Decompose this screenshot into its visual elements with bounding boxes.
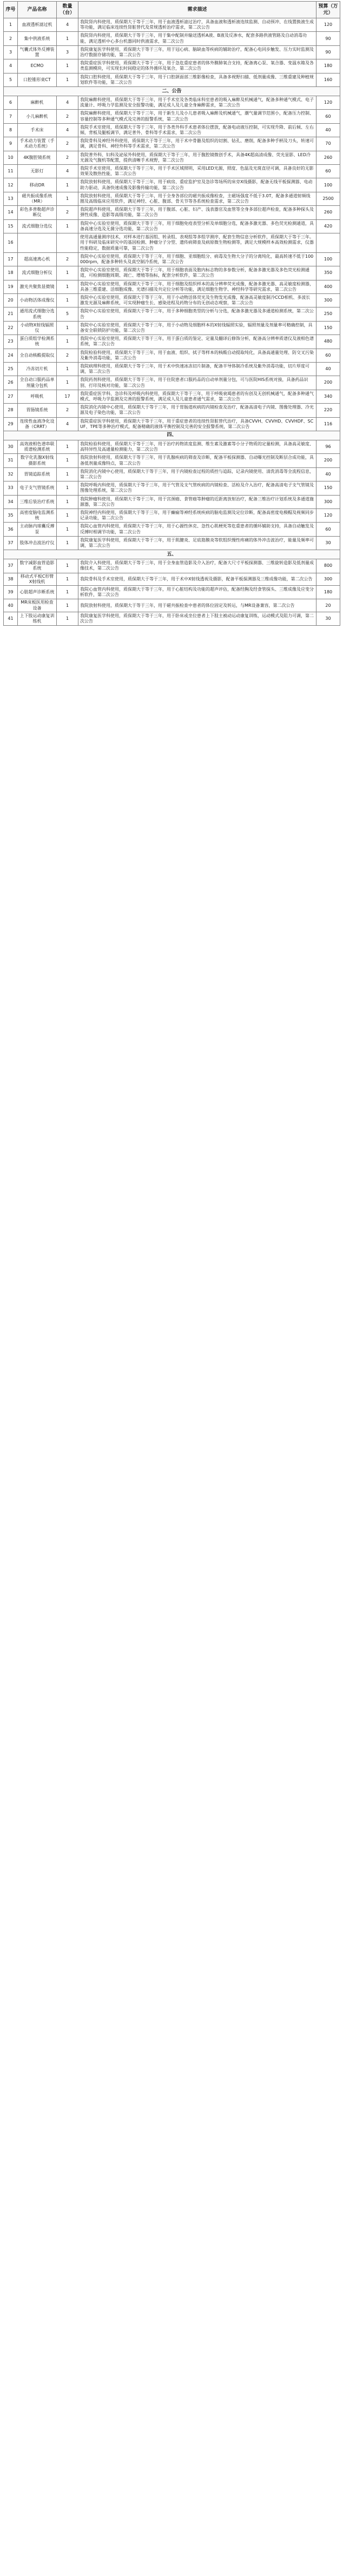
row-index: 35 — [4, 509, 18, 523]
table-row — [4, 233, 340, 253]
table-row — [4, 376, 340, 390]
row-budget: 40 — [316, 467, 340, 481]
table-row — [4, 321, 340, 334]
row-budget — [316, 233, 340, 253]
row-index: 33 — [4, 481, 18, 495]
table-row — [4, 559, 340, 573]
row-description: 我院神经内科使用，质保期大于等于三年，用于癫痫等神经系统疾病的脑电监测及定位诊断，配备高密度电极帽及视频同步记录功能，第二次公告 — [78, 509, 316, 523]
row-description: 我院手术室使用，质保期大于等于三年，用于手术区域照明，采用LED光源，照度、色温及光斑直径可调，具备良好的无影效果及散热性能，第二次公告 — [78, 165, 316, 178]
row-description: 我院中心实验室使用，质保期大于等于三年，用于蛋白质的鉴定、定量及翻译后修饰分析，配备高分辨率质谱仪及液相色谱系统，第二次公告 — [78, 335, 316, 349]
row-quantity: 1 — [57, 192, 78, 205]
row-quantity: 4 — [57, 417, 78, 431]
table-header-row — [4, 2, 340, 18]
table-row — [4, 110, 340, 123]
row-budget: 300 — [316, 495, 340, 508]
row-description: 我院消化内镜中心使用，质保期大于等于三年，用于内镜检查过程的质控与追踪，记录内镜使用、清洗消毒等全流程信息，第二次公告 — [78, 467, 316, 481]
row-index: 12 — [4, 178, 18, 192]
row-index: 23 — [4, 335, 18, 349]
table-row — [4, 45, 340, 59]
row-quantity — [57, 233, 78, 253]
row-index: 14 — [4, 206, 18, 219]
row-quantity: 5 — [57, 307, 78, 321]
row-budget: 300 — [316, 573, 340, 585]
table-row — [4, 390, 340, 403]
row-description: 我院放射科使用，质保期大于等于三年，用于全身各部位的磁共振成像检查，主磁场强度不低于3.0T，配备多通道射频线圈及高级临床应用软件，满足神经、心脏、腹部、骨关节等各系统检查需求，第二次公告 — [78, 192, 316, 205]
row-product-name: 气囊式体外反搏装置 — [18, 45, 57, 59]
procurement-table — [3, 1, 340, 626]
row-product-name: 三维后装治疗系统 — [18, 495, 57, 508]
row-quantity: 1 — [57, 440, 78, 453]
row-description: 我院康复医学科使用，质保期大于等于三年，用于冠心病、脑缺血等疾病的辅助治疗，配备心电同步触发、压力实时监测及治疗数据存储功能，第二次公告 — [78, 45, 316, 59]
row-quantity: 4 — [57, 123, 78, 137]
table-row — [4, 536, 340, 550]
row-index: 30 — [4, 440, 18, 453]
row-budget: 220 — [316, 404, 340, 417]
row-quantity: 1 — [57, 32, 78, 45]
header-index: 序号 — [4, 2, 18, 18]
row-index: 6 — [4, 96, 18, 110]
row-description: 我院肾内科使用，质保期大于等于三年，用于集中配制并输送透析A液、B液及反渗水，配套多路供液管路及自动消毒功能，满足透析中心多台机器同时供液需求，第二次公告 — [78, 32, 316, 45]
row-product-name: 小儿麻醉机 — [18, 110, 57, 123]
row-quantity: 1 — [57, 219, 78, 233]
row-index: 5 — [4, 73, 18, 86]
row-budget: 800 — [316, 559, 340, 573]
table-row — [4, 96, 340, 110]
table-row — [4, 349, 340, 362]
row-quantity: 1 — [57, 178, 78, 192]
row-budget: 420 — [316, 219, 340, 233]
row-description: 我院超声科使用，质保期大于等于三年，用于腹部、心脏、妇产、浅表器官及血管等全身多部位超声检查，配备多种探头及弹性成像、造影等高级功能，第二次公告 — [78, 206, 316, 219]
row-quantity: 1 — [57, 467, 78, 481]
section-title: 二、公告 — [4, 87, 340, 96]
row-product-name: 手术动力装置（手术动力系统） — [18, 137, 57, 151]
row-quantity: 4 — [57, 96, 78, 110]
table-row — [4, 573, 340, 585]
table-row — [4, 417, 340, 431]
row-product-name: 胃镜追踪系统 — [18, 467, 57, 481]
row-product-name: 磁共振成像系统（MR） — [18, 192, 57, 205]
table-row — [4, 481, 340, 495]
row-quantity: 4 — [57, 18, 78, 32]
row-description: 我院心血管内科使用，质保期大于等于三年，用于心源性休克、急性心肌梗死等危重患者的循环辅助支持，具备自动触发及反搏时相调节功能，第二次公告 — [78, 523, 316, 536]
row-description: 我院呼吸内科使用，质保期大于等于三年，用于气管及支气管疾病的内镜检查、活检及介入治疗，配备高清电子支气管镜及图像处理系统，第二次公告 — [78, 481, 316, 495]
row-description: 我院中心实验室使用，质保期大于等于三年，用于小动物及细胞样本的X射线辐照实验，辐照剂量及剂量率可精确控制，具备安全联锁防护功能，第二次公告 — [78, 321, 316, 334]
section-row — [4, 550, 340, 559]
row-index: 13 — [4, 192, 18, 205]
row-index: 25 — [4, 362, 18, 376]
table-row — [4, 612, 340, 625]
row-product-name: 心脏超声诊断系统 — [18, 586, 57, 599]
row-quantity: 1 — [57, 321, 78, 334]
row-description: 我院麻醉科使用，质保期大于等于三年，用于手术室及各类临床科室患者的吸入麻醉及机械通气，配备多种通气模式、电子流量计、呼吸力学监测及安全报警功能，满足成人及儿童全身麻醉需求，第二次公告 — [78, 96, 316, 110]
row-budget: 60 — [316, 110, 340, 123]
row-index: 37 — [4, 536, 18, 550]
row-index: 24 — [4, 349, 18, 362]
row-index: 15 — [4, 219, 18, 233]
row-index: 28 — [4, 404, 18, 417]
row-quantity: 1 — [57, 586, 78, 599]
row-index: 20 — [4, 293, 18, 307]
row-product-name: 无影灯 — [18, 165, 57, 178]
row-budget: 300 — [316, 293, 340, 307]
row-product-name: 高密度脑电监测系统 — [18, 509, 57, 523]
row-index: 7 — [4, 110, 18, 123]
table-row — [4, 586, 340, 599]
row-quantity: 2 — [57, 137, 78, 151]
row-description: 我院肾内科使用，质保期大于等于三年，用于血液透析滤过治疗，具备血液和透析液连续监测、自动预冲、在线置换液生成等功能，满足临床连续性肾脏替代及常规透析治疗需求，第二次公告 — [78, 18, 316, 32]
row-description: 我院康复医学科使用，质保期大于等于三年，用于肌腱炎、足底筋膜炎等软组织慢性疼痛的体外冲击波治疗，能量及频率可调，第二次公告 — [78, 536, 316, 550]
table-row — [4, 454, 340, 467]
section-title: 五、 — [4, 550, 340, 559]
row-quantity: 1 — [57, 559, 78, 573]
section-title: 四、 — [4, 431, 340, 440]
row-product-name: 口腔锥形束CT — [18, 73, 57, 86]
row-budget: 340 — [316, 390, 340, 403]
row-index: 21 — [4, 307, 18, 321]
table-row — [4, 59, 340, 73]
row-budget: 30 — [316, 536, 340, 550]
row-quantity: 1 — [57, 266, 78, 280]
row-budget: 90 — [316, 45, 340, 59]
row-index: 29 — [4, 417, 18, 431]
table-row — [4, 165, 340, 178]
header-quantity: 数量（台） — [57, 2, 78, 18]
table-row — [4, 206, 340, 219]
row-description: 我院重症医学科使用，质保期大于等于三年，用于急危重症患者的体外膜肺氧合支持，配备离心泵、氧合器、变温水箱及各类监测模块，可实现长时间稳定的体外循环及氧合，第二次公告 — [78, 59, 316, 73]
row-description: 我院口腔科使用，质保期大于等于三年，用于口腔颌面部三维影像检查，具备多视野扫描、低剂量成像、三维重建及种植规划软件等功能，第二次公告 — [78, 73, 316, 86]
row-description: 我院药剂科使用，质保期大于等于三年，用于住院患者口服药品的自动单剂量分包，可与医院HIS系统对接，具备药品识别、打印及核对功能，第二次公告 — [78, 376, 316, 390]
row-index: 9 — [4, 137, 18, 151]
row-budget: 160 — [316, 73, 340, 86]
row-index: 31 — [4, 454, 18, 467]
table-row — [4, 335, 340, 349]
row-description: 我院康复医学科使用，质保期大于等于三年，用于卧床或坐位患者上下肢主被动运动康复训练，运动模式及阻力可调，第二次公告 — [78, 612, 316, 625]
row-quantity: 2 — [57, 110, 78, 123]
row-index: 36 — [4, 523, 18, 536]
row-quantity: 2 — [57, 206, 78, 219]
row-budget: 150 — [316, 481, 340, 495]
row-description: 我院放射科使用，质保期大于等于三年，用于病房、重症监护室及急诊等场所的床旁X线摄影，配备无线平板探测器、电动助力驱动，具备快速成像及影像传输功能，第二次公告 — [78, 178, 316, 192]
row-product-name: 彩色多普勒超声诊断仪 — [18, 206, 57, 219]
row-quantity: 1 — [57, 536, 78, 550]
row-budget: 2500 — [316, 192, 340, 205]
row-budget: 480 — [316, 335, 340, 349]
section-row — [4, 87, 340, 96]
row-product-name: 连续性血液净化设备（CRRT） — [18, 417, 57, 431]
row-quantity: 2 — [57, 252, 78, 266]
row-quantity: 1 — [57, 454, 78, 467]
row-description: 我院骨科及神经外科使用，质保期大于等于三年，用于术中骨骼及组织的切割、钻孔、磨削，配备多种手柄及刀头，转速可调，满足骨科、神经外科等手术需求，第二次公告 — [78, 137, 316, 151]
row-product-name: 肢体冲击波治疗仪 — [18, 536, 57, 550]
row-budget: 250 — [316, 307, 340, 321]
row-index: 40 — [4, 599, 18, 612]
row-description: 我院中心实验室使用，质保期大于等于三年，用于细胞免疫表型分析及单细胞分选，配备多激光器、多色荧光检测通道，具备高速分选及无菌分选功能，第二次公告 — [78, 219, 316, 233]
row-description: 我院病理科使用，质保期大于等于三年，用于术中快速冰冻切片制备，配备半导体制冷系统及紫外消毒功能，切片厚度可调，第二次公告 — [78, 362, 316, 376]
row-product-name: 4K腹腔镜系统 — [18, 151, 57, 164]
row-quantity: 3 — [57, 45, 78, 59]
row-budget: 150 — [316, 321, 340, 334]
row-quantity: 1 — [57, 335, 78, 349]
row-description: 我院重症医学科、急诊科及呼吸内科使用，质保期大于等于三年，用于呼吸衰竭患者的有创及无创机械通气，配备多种通气模式、呼吸力学监测及完善的报警系统，满足成人及儿童患者通气需求，第二次公告 — [78, 390, 316, 403]
row-quantity: 2 — [57, 349, 78, 362]
row-quantity: 1 — [57, 573, 78, 585]
row-description: 我院中心实验室使用，质保期大于等于三年，用于细胞表面及胞内标志物的多参数分析，配备多激光器及多色荧光检测通道，可检测细胞周期、凋亡、增殖等指标，配套分析软件，第二次公告 — [78, 266, 316, 280]
row-quantity: 1 — [57, 495, 78, 508]
row-budget: 260 — [316, 151, 340, 164]
row-product-name: 冷冻切片机 — [18, 362, 57, 376]
row-quantity: 17 — [57, 390, 78, 403]
row-index: 8 — [4, 123, 18, 137]
row-index: 39 — [4, 586, 18, 599]
row-description: 我院心血管内科使用，质保期大于等于三年，用于心脏结构及功能的超声评估，配备经胸及经食管探头、三维成像及应变分析软件，第二次公告 — [78, 586, 316, 599]
table-row — [4, 266, 340, 280]
row-quantity: 1 — [57, 59, 78, 73]
row-index: 27 — [4, 390, 18, 403]
row-description: 我院中心实验室使用，质保期大于等于三年，用于细胞及组织样本的高分辨率荧光成像，配备多激光器、高灵敏度检测器，具备三维重建、活细胞成像、光谱扫描及共定位分析等功能，满足细胞生物学、神经科学等研究需求，第二次公告 — [78, 280, 316, 293]
row-budget: 120 — [316, 96, 340, 110]
row-description: 我院检验科使用，质保期大于等于三年，用于治疗药物浓度监测、维生素及激素等小分子物质的定量检测，具备高灵敏度、高特异性及高通量检测能力，第二次公告 — [78, 440, 316, 453]
table-row — [4, 307, 340, 321]
row-description: 我院重症医学科使用，质保期大于等于三年，用于重症患者的连续性肾脏替代治疗，具备CVVH、CVVHD、CVVHDF、SCUF、TPE等多种治疗模式，配备精确的液体平衡控制及完善的安全报警系统，第二次公告 — [78, 417, 316, 431]
row-product-name: 数字减影血管造影系统 — [18, 559, 57, 573]
row-index: 3 — [4, 45, 18, 59]
row-budget: 350 — [316, 266, 340, 280]
table-row — [4, 523, 340, 536]
header-product-name: 产品名称 — [18, 2, 57, 18]
row-product-name: 激光共聚焦显微镜 — [18, 280, 57, 293]
row-index: 37 — [4, 559, 18, 573]
row-quantity: 4 — [57, 165, 78, 178]
row-product-name: 小动物活体成像仪 — [18, 293, 57, 307]
row-index: 38 — [4, 573, 18, 585]
row-product-name: MR床板医用检查设备 — [18, 599, 57, 612]
row-index: 22 — [4, 321, 18, 334]
row-budget: 400 — [316, 280, 340, 293]
table-row — [4, 467, 340, 481]
table-row — [4, 137, 340, 151]
row-product-name: 全自动口服药品单剂量分包机 — [18, 376, 57, 390]
row-index: 10 — [4, 151, 18, 164]
table-row — [4, 192, 340, 205]
row-product-name: 呼吸机 — [18, 390, 57, 403]
row-index: 2 — [4, 32, 18, 45]
row-budget: 180 — [316, 586, 340, 599]
row-budget: 70 — [316, 137, 340, 151]
row-budget: 90 — [316, 32, 340, 45]
row-budget: 20 — [316, 599, 340, 612]
row-product-name: 蛋白质组学检测系统 — [18, 335, 57, 349]
row-description: 我院中心实验室使用，质保期大于等于三年，用于多种细胞类型的分析与分选，配备多激光器及多通道检测系统，第二次公告 — [78, 307, 316, 321]
row-budget: 100 — [316, 178, 340, 192]
row-product-name: 血液透析滤过机 — [18, 18, 57, 32]
table-row — [4, 280, 340, 293]
row-description: 我院介入科使用，质保期大于等于三年，用于全身血管造影及介入治疗，配备大尺寸平板探测器、三维旋转造影及低剂量成像技术，第二次公告 — [78, 559, 316, 573]
row-description: 我院中心实验室使用，质保期大于等于三年，用于细胞、亚细胞组分、病毒及生物大分子的分离纯化，最高转速不低于100000rpm，配备多种转头及真空制冷系统，第二次公告 — [78, 252, 316, 266]
row-product-name: 通用流式细胞分选系统 — [18, 307, 57, 321]
row-quantity: 1 — [57, 73, 78, 86]
row-budget: 200 — [316, 454, 340, 467]
row-product-name: 手术床 — [18, 123, 57, 137]
table-row — [4, 495, 340, 508]
row-quantity: 1 — [57, 362, 78, 376]
table-row — [4, 151, 340, 164]
row-budget: 30 — [316, 612, 340, 625]
row-index: 16 — [4, 233, 18, 253]
row-budget: 60 — [316, 523, 340, 536]
table-row — [4, 18, 340, 32]
row-quantity: 1 — [57, 280, 78, 293]
table-row — [4, 32, 340, 45]
row-budget: 120 — [316, 509, 340, 523]
row-index: 19 — [4, 280, 18, 293]
row-description: 我院麻醉科使用，质保期大于等于三年，用于新生儿及小儿患者吸入麻醉及机械通气，潮气量调节范围小，配备压力控制、容量控制等多种通气模式及完善的报警系统，第二次公告 — [78, 110, 316, 123]
row-description: 我院骨科及手术室使用，质保期大于等于三年，用于术中X射线透视及摄影，配备平板探测器及三维成像功能，第二次公告 — [78, 573, 316, 585]
row-product-name: 麻醉机 — [18, 96, 57, 110]
row-product-name: 移动式平板C形臂X射线机 — [18, 573, 57, 585]
row-budget: 40 — [316, 362, 340, 376]
row-budget: 60 — [316, 165, 340, 178]
header-description: 需求描述 — [78, 2, 316, 18]
row-budget: 200 — [316, 376, 340, 390]
row-description: 使用高通量测序技术，对样本进行基因组、转录组、表观组等多组学测序，配套生物信息分析软件，质保期大于等于三年。用于科研及临床研究中的基因检测、肿瘤分子分型、遗传病筛查及病原微生物检测等，满足大规模样本高效检测需求，仪器性能稳定，数据质量可靠，第二次公告 — [78, 233, 316, 253]
table-row — [4, 123, 340, 137]
row-quantity: 1 — [57, 509, 78, 523]
row-quantity: 1 — [57, 612, 78, 625]
row-quantity: 1 — [57, 481, 78, 495]
row-description: 我院手术室使用，质保期大于等于三年，用于各类外科手术患者体位摆放，配备电动液压控制，可实现升降、前后倾、左右倾、背板及腿板调节，满足普外、骨科等手术需求，第二次公告 — [78, 123, 316, 137]
table-row — [4, 404, 340, 417]
row-index: 18 — [4, 266, 18, 280]
row-index: 26 — [4, 376, 18, 390]
row-budget: 180 — [316, 59, 340, 73]
row-product-name: 小动物X射线辐照仪 — [18, 321, 57, 334]
row-quantity: 1 — [57, 599, 78, 612]
table-row — [4, 599, 340, 612]
row-quantity: 2 — [57, 404, 78, 417]
row-description: 我院放射科使用，质保期大于等于三年，用于乳腺疾病的筛查及诊断，配备平板探测器、自动曝光控制及断层合成功能，具备低剂量成像特点，第二次公告 — [78, 454, 316, 467]
row-budget: 60 — [316, 349, 340, 362]
row-description: 我院肿瘤科使用，质保期大于等于三年，用于宫颈癌、食管癌等肿瘤的近距离放射治疗，配备三维治疗计划系统及多通道施源器，第二次公告 — [78, 495, 316, 508]
row-quantity: 2 — [57, 151, 78, 164]
row-product-name: 集中供液系统 — [18, 32, 57, 45]
row-index: 34 — [4, 495, 18, 508]
row-budget: 120 — [316, 18, 340, 32]
row-product-name: 高效液相色谱串联质谱检测系统 — [18, 440, 57, 453]
table-row — [4, 178, 340, 192]
row-budget: 100 — [316, 252, 340, 266]
row-product-name: ECMO — [18, 59, 57, 73]
row-product-name: 超高速离心机 — [18, 252, 57, 266]
row-index: 4 — [4, 59, 18, 73]
row-description: 我院放射科使用，质保期大于等于三年，用于磁共振检查中患者的体位固定及转运，与MR设备兼容，第二次公告 — [78, 599, 316, 612]
row-product-name: 流式细胞分选仪 — [18, 219, 57, 233]
table-row — [4, 293, 340, 307]
row-product-name: 流式细胞分析仪 — [18, 266, 57, 280]
row-product-name: 全自动核酸提取仪 — [18, 349, 57, 362]
table-row — [4, 252, 340, 266]
table-row — [4, 219, 340, 233]
row-budget: 116 — [316, 417, 340, 431]
row-index: 17 — [4, 252, 18, 266]
row-product-name: 电子支气管镜系统 — [18, 481, 57, 495]
row-description: 我院检验科使用，质保期大于等于三年，用于血液、组织、拭子等样本的核酸自动提取纯化，具备高通量处理、防交叉污染及紫外消毒功能，第二次公告 — [78, 349, 316, 362]
row-product-name: 移动DR — [18, 178, 57, 192]
row-product-name: 主动脉内球囊反搏泵 — [18, 523, 57, 536]
table-row — [4, 73, 340, 86]
row-index: 1 — [4, 18, 18, 32]
table-row — [4, 509, 340, 523]
row-description: 我院中心实验室使用，质保期大于等于三年，用于小动物活体荧光及生物发光成像，配备高灵敏度制冷CCD相机、多波长激发光源及麻醉系统，可实现肿瘤生长、感染进程及药物分布的无创动态观察，第二次公告 — [78, 293, 316, 307]
row-product-name: 上下肢运动康复训练机 — [18, 612, 57, 625]
row-quantity: 1 — [57, 523, 78, 536]
table-row — [4, 362, 340, 376]
row-description: 我院普外科、妇科及泌尿外科使用，质保期大于等于三年，用于腹腔镜微创手术，具备4K超高清成像、荧光显影、LED冷光源及气腹机等配置，提供清晰手术视野，第二次公告 — [78, 151, 316, 164]
row-description: 我院消化内镜中心使用，质保期大于等于三年，用于胃肠道疾病的内镜检查及治疗，配备高清电子内镜、图像处理器、冷光源及电子染色功能，第二次公告 — [78, 404, 316, 417]
row-budget: 40 — [316, 123, 340, 137]
row-product-name: 胃肠镜系统 — [18, 404, 57, 417]
table-body — [4, 18, 340, 626]
row-budget: 96 — [316, 440, 340, 453]
row-quantity: 1 — [57, 376, 78, 390]
row-index: 41 — [4, 612, 18, 625]
table-row — [4, 440, 340, 453]
row-index: 11 — [4, 165, 18, 178]
row-budget: 260 — [316, 206, 340, 219]
row-product-name — [18, 233, 57, 253]
section-row — [4, 431, 340, 440]
header-budget: 预算（万元） — [316, 2, 340, 18]
row-quantity: 1 — [57, 293, 78, 307]
row-product-name: 数字化乳腺X射线摄影系统 — [18, 454, 57, 467]
row-index: 32 — [4, 467, 18, 481]
